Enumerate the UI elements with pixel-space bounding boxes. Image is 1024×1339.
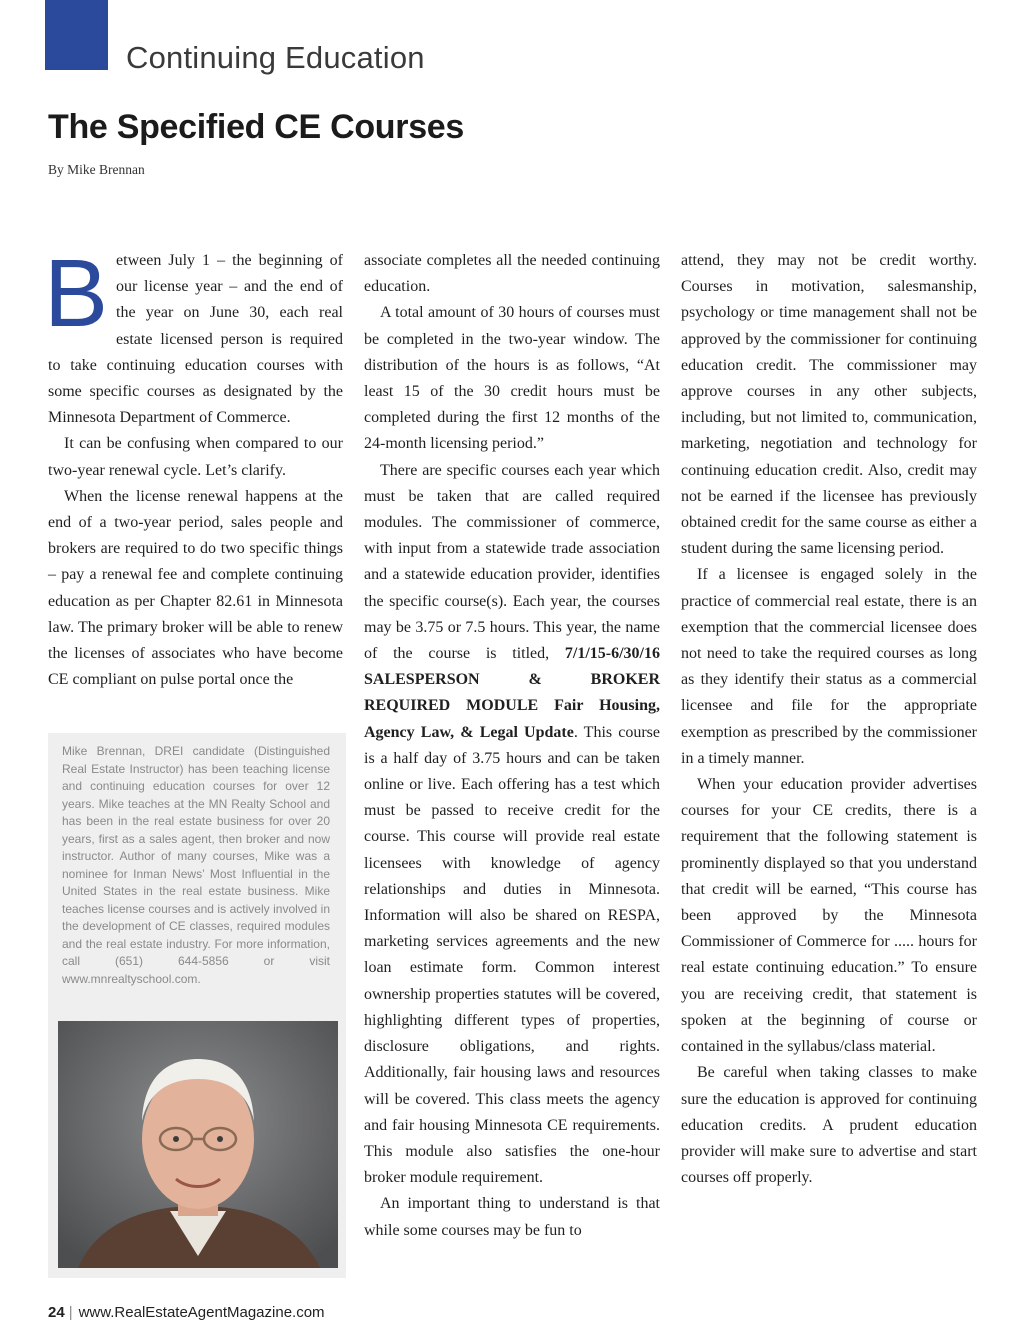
author-sidebar: [48, 733, 346, 1278]
paragraph: When your education provider advertises courses for your CE credits, there is a requirement that the following statement is prominently displayed so that you understand that credit will be earned, “This course has been approved by the Minnesota Commissioner of Commerce for ..... hours for real estate continuing education.” To ensure you are receiving credit, that statement is spoken at the beginning of course or contained in the syllabus/class material.: [681, 776, 977, 1056]
paragraph-text: . This course is a half day of 3.75 hours and can be taken online or live. Each offering has a test which must be passed to receive credit for the course. This course will provide real estate licensees with knowledge of agency relationships and duties in Minnesota. Information will also be shared on RESPA, marketing services agreements and the new loan estimate form. Common interest ownership properties statutes will be covered, highlighting different types of properties, disclosure obligations, and rights. Additionally, fair housing laws and resources will be covered. This class meets the agency and fair housing Minnesota CE requirements. This module also satisfies the one-hour broker module requirement.: [364, 723, 660, 1187]
page-footer: [48, 1304, 325, 1321]
author-portrait-image: [58, 1021, 338, 1268]
paragraph: associate completes all the needed continuing education.: [364, 252, 660, 296]
author-photo: [58, 1021, 338, 1268]
footer-website: www.RealEstateAgentMagazine.com: [78, 1304, 325, 1321]
article-title: The Specified CE Courses: [48, 108, 465, 146]
paragraph: When the license renewal happens at the end of a two-year period, sales people and brokers are required to do two specific things – pay a renewal fee and complete continuing education as per Chapter 82.61 in Minnesota law. The primary broker will be able to renew the licenses of associates who have become CE compliant on pulse portal once the: [48, 487, 343, 689]
byline: By Mike Brennan: [48, 162, 145, 177]
paragraph: If a licensee is engaged solely in the practice of commercial real estate, there is an exemption that the commercial licensee does not need to take the required courses as long as they identify their status as a commercial licensee and file for the appropriate exemption as prescribed by the commissioner in a timely manner.: [681, 566, 977, 767]
paragraph: Be careful when taking classes to make sure the education is approved for continuing education credits. A prudent education provider will make sure to advertise and start courses off properly.: [681, 1064, 977, 1187]
page-number: 24: [48, 1304, 65, 1321]
column-2: [364, 248, 660, 1244]
paragraph: An important thing to understand is that while some courses may be fun to: [364, 1195, 660, 1239]
paragraph: It can be confusing when compared to our two-year renewal cycle. Let’s clarify.: [48, 435, 343, 479]
paragraph: attend, they may not be credit worthy. Courses in motivation, salesmanship, psychology or time management shall not be approved by the commissioner for continuing education credit. The commissioner may approve courses in any other subjects, including, but not limited to, communication, marketing, negotiation and technology for continuing education credit. Also, credit may not be earned if the licensee has previously obtained credit for the same course as either a student during the same licensing period.: [681, 252, 977, 558]
course-title: 7/1/15-6/30/16 SALESPERSON & BROKER REQUIRED MODULE Fair Housing, Agency Law, & Legal Update: [364, 645, 660, 741]
section-title: Continuing Education: [126, 40, 425, 75]
paragraph: [364, 458, 660, 1192]
footer-separator: |: [68, 1304, 73, 1321]
column-3: [681, 248, 977, 1191]
drop-cap: B: [44, 240, 109, 347]
paragraph: [44, 240, 343, 431]
author-bio: Mike Brennan, DREI candidate (Distinguished Real Estate Instructor) has been teaching license and continuing education courses for over 12 years. Mike teaches at the MN Realty School and has been in the real estate business for over 20 years, first as a sales agent, then broker and now instructor. Author of many courses, Mike was a nominee for Inman News’ Most Influential in the United States in the real estate business. Mike teaches license courses and is actively involved in the development of CE classes, required modules and the real estate industry. For more information, call (651) 644-5856 or visit www.mnrealtyschool.com.: [62, 744, 330, 986]
section-color-block: [45, 0, 108, 70]
paragraph-text: There are specific courses each year which must be taken that are called required modules. The commissioner of commerce, with input from a statewide trade association and a statewide education provider, identifies the specific course(s). Each year, the courses may be 3.75 or 7.5 hours. This year, the name of the course is titled,: [364, 461, 660, 663]
column-1: [44, 240, 343, 693]
paragraph: A total amount of 30 hours of courses must be completed in the two-year window. The distribution of the hours is as follows, “At least 15 of the 30 credit hours must be completed during the first 12 months of the 24-month licensing period.”: [364, 304, 660, 453]
paragraph-text: etween July 1 – the beginning of our license year – and the end of the year on June 30, each real estate licensed person is required to take continuing education courses with some specific courses as designated by the Minnesota Department of Commerce.: [48, 252, 343, 427]
